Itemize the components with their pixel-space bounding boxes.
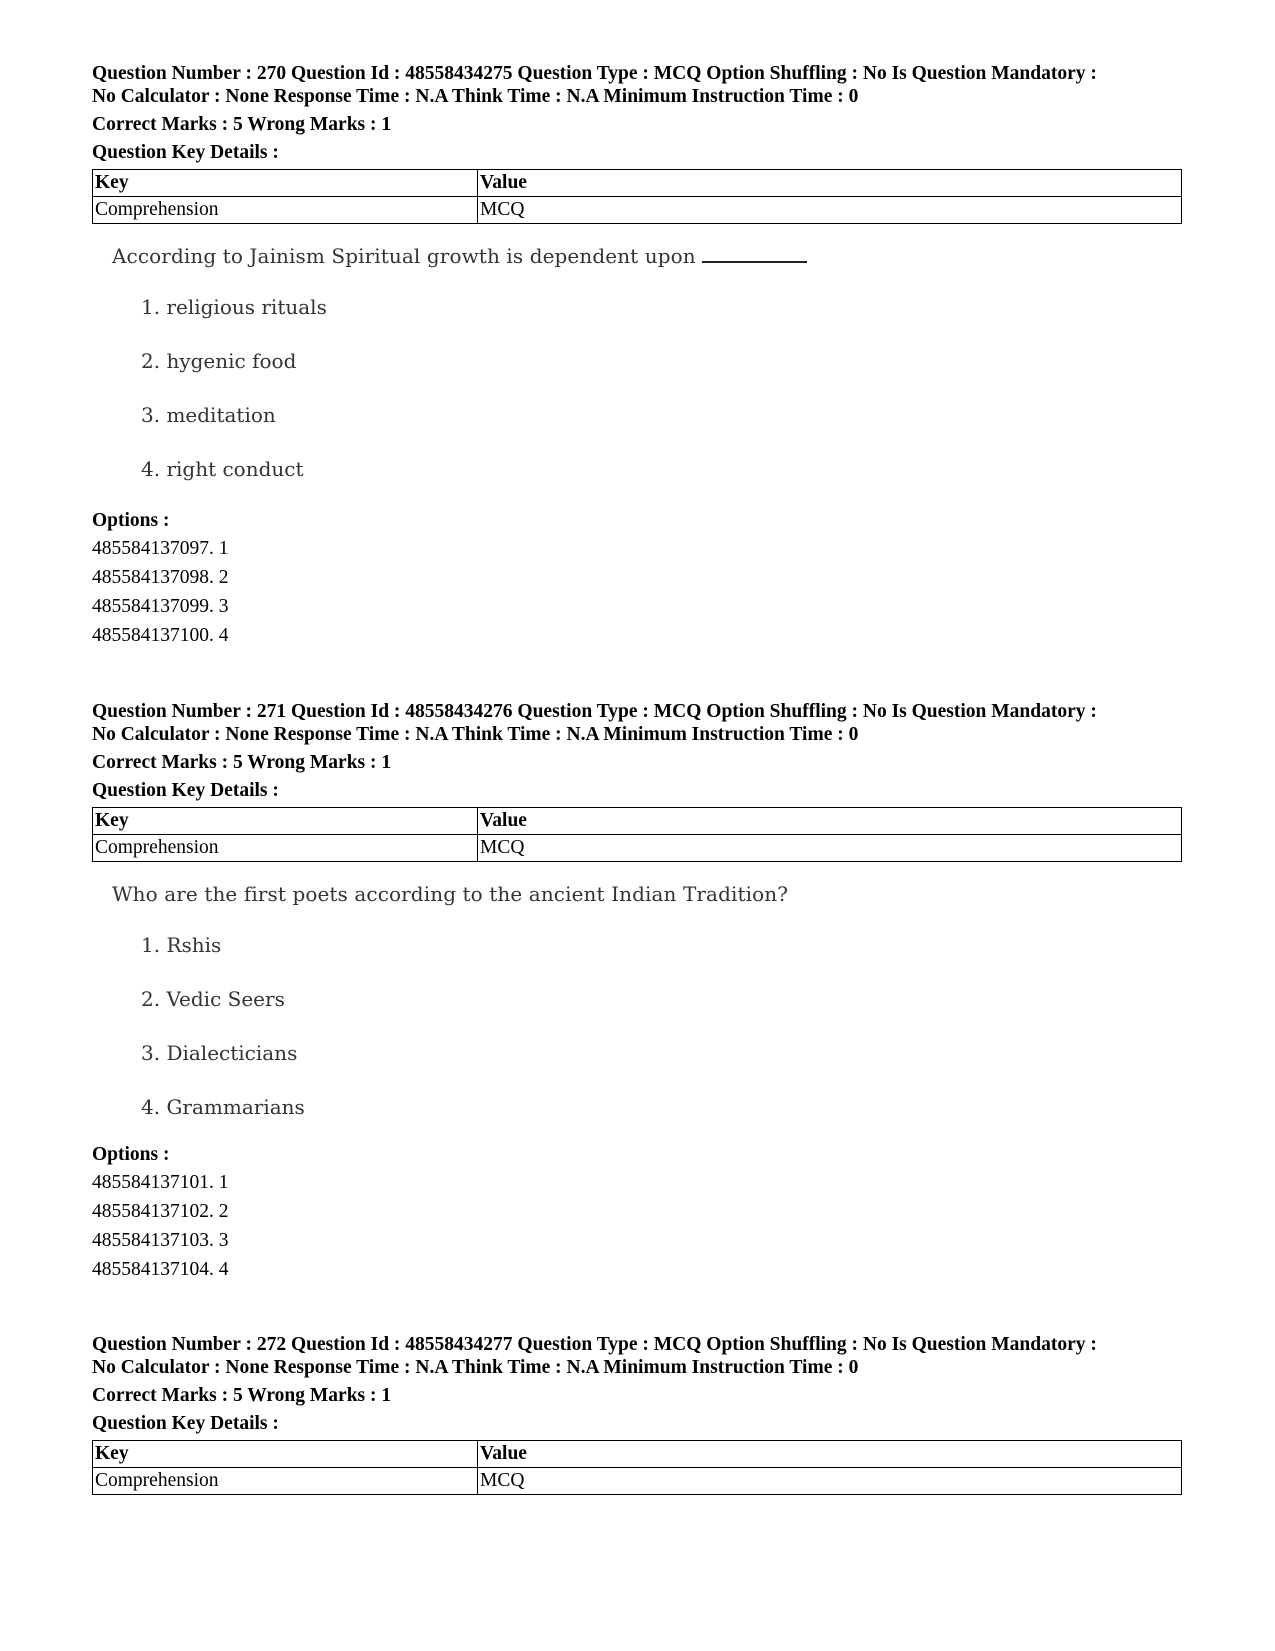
choice-item: 1. religious rituals xyxy=(141,295,327,319)
question-meta-line-1: Question Number : 272 Question Id : 48558434277 Question Type : MCQ Option Shuffling : No Is Question Mandatory : xyxy=(92,1334,1097,1355)
choice-list xyxy=(92,280,1182,496)
choice-item: 2. hygenic food xyxy=(141,349,297,373)
choice-item: 1. Rshis xyxy=(141,933,222,957)
key-header-cell: Key xyxy=(93,170,478,197)
key-details-label: Question Key Details : xyxy=(92,780,279,801)
key-cell: Comprehension xyxy=(93,835,478,862)
choice-list xyxy=(92,918,1182,1134)
option-row: 485584137098. 2 xyxy=(92,567,229,588)
option-row: 485584137099. 3 xyxy=(92,596,229,617)
marks-line: Correct Marks : 5 Wrong Marks : 1 xyxy=(92,752,392,773)
value-cell: MCQ xyxy=(478,1468,1182,1495)
choice-item: 4. Grammarians xyxy=(141,1095,305,1119)
question-stem-text: Who are the first poets according to the ancient Indian Tradition? xyxy=(112,882,789,906)
option-row: 485584137101. 1 xyxy=(92,1172,229,1193)
question-block-272 xyxy=(92,1333,1182,1495)
value-header-cell: Value xyxy=(478,1441,1182,1468)
question-meta-line-1: Question Number : 270 Question Id : 48558434275 Question Type : MCQ Option Shuffling : No Is Question Mandatory : xyxy=(92,63,1097,84)
key-table-header-row xyxy=(93,170,1182,197)
options-label: Options : xyxy=(92,1144,170,1165)
marks-line: Correct Marks : 5 Wrong Marks : 1 xyxy=(92,114,392,135)
choice-item: 4. right conduct xyxy=(141,457,304,481)
value-cell: MCQ xyxy=(478,835,1182,862)
question-block-270 xyxy=(92,62,1182,650)
key-cell: Comprehension xyxy=(93,1468,478,1495)
question-image xyxy=(92,242,1182,496)
key-cell: Comprehension xyxy=(93,197,478,224)
answer-blank xyxy=(702,245,807,263)
key-table-row xyxy=(93,1468,1182,1495)
key-details-table xyxy=(92,1440,1182,1495)
choice-item: 3. meditation xyxy=(141,403,276,427)
question-meta-line-2: No Calculator : None Response Time : N.A Think Time : N.A Minimum Instruction Time : 0 xyxy=(92,724,859,745)
question-stem-text: According to Jainism Spiritual growth is dependent upon xyxy=(112,244,696,268)
marks-line: Correct Marks : 5 Wrong Marks : 1 xyxy=(92,1385,392,1406)
key-details-label: Question Key Details : xyxy=(92,142,279,163)
option-row: 485584137103. 3 xyxy=(92,1230,229,1251)
value-cell: MCQ xyxy=(478,197,1182,224)
value-header-cell: Value xyxy=(478,808,1182,835)
key-details-label: Question Key Details : xyxy=(92,1413,279,1434)
option-row: 485584137102. 2 xyxy=(92,1201,229,1222)
key-header-cell: Key xyxy=(93,1441,478,1468)
option-row: 485584137097. 1 xyxy=(92,538,229,559)
choice-item: 3. Dialecticians xyxy=(141,1041,298,1065)
option-row: 485584137104. 4 xyxy=(92,1259,229,1280)
key-table-row xyxy=(93,835,1182,862)
question-meta-line-2: No Calculator : None Response Time : N.A Think Time : N.A Minimum Instruction Time : 0 xyxy=(92,86,859,107)
question-image xyxy=(92,880,1182,1134)
question-meta-line-1: Question Number : 271 Question Id : 48558434276 Question Type : MCQ Option Shuffling : No Is Question Mandatory : xyxy=(92,701,1097,722)
value-header-cell: Value xyxy=(478,170,1182,197)
options-label: Options : xyxy=(92,510,170,531)
question-stem xyxy=(112,880,1182,908)
option-row: 485584137100. 4 xyxy=(92,625,229,646)
key-table-header-row xyxy=(93,808,1182,835)
key-header-cell: Key xyxy=(93,808,478,835)
key-details-table xyxy=(92,807,1182,862)
key-details-table xyxy=(92,169,1182,224)
key-table-header-row xyxy=(93,1441,1182,1468)
choice-item: 2. Vedic Seers xyxy=(141,987,285,1011)
question-meta-line-2: No Calculator : None Response Time : N.A Think Time : N.A Minimum Instruction Time : 0 xyxy=(92,1357,859,1378)
key-table-row xyxy=(93,197,1182,224)
question-block-271 xyxy=(92,700,1182,1284)
question-stem xyxy=(112,242,1182,270)
